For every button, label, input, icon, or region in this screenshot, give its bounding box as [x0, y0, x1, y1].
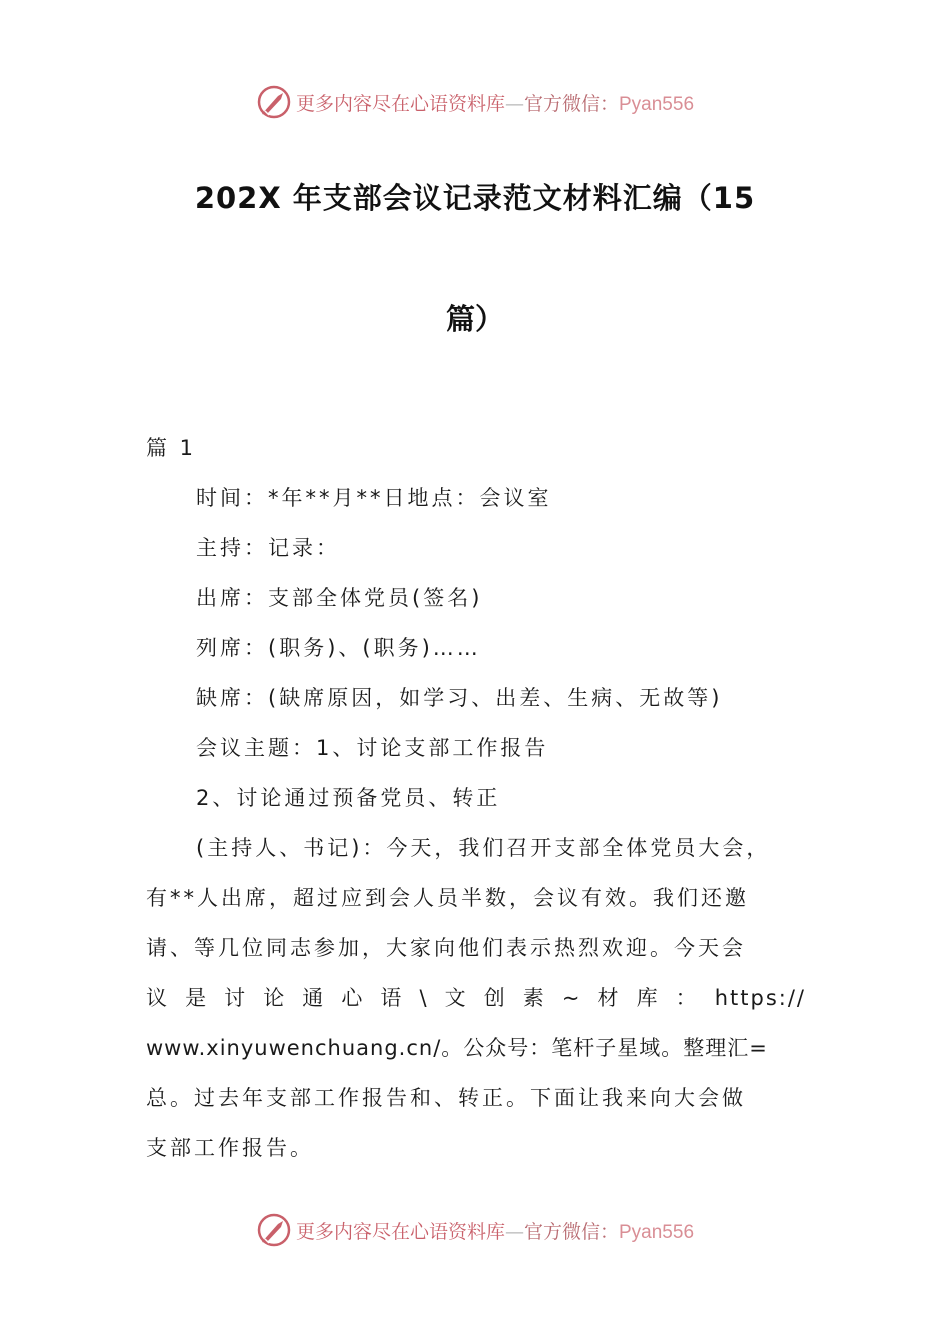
meta-line-topic-2: 2、讨论通过预备党员、转正: [196, 786, 501, 810]
banner-slogan: 更多内容尽在心语资料库: [295, 1220, 505, 1243]
footer-watermark-banner: [0, 1210, 950, 1250]
banner-wechat-id: Pyan556: [619, 1221, 695, 1243]
banner-wechat-label: 官方微信：: [523, 1220, 619, 1243]
meta-line-attendees: 出席：支部全体党员(签名): [196, 586, 483, 610]
banner-text: [296, 1217, 694, 1244]
paragraph-line: www.xinyuwenchuang.cn/。公众号：笔杆子星域。整理汇=: [146, 1036, 768, 1060]
banner-dash: —: [504, 92, 524, 115]
header-watermark-banner: [0, 82, 950, 122]
meta-line-absent: 缺席：(缺席原因，如学习、出差、生病、无故等): [196, 686, 723, 710]
banner-slogan: 更多内容尽在心语资料库: [295, 92, 505, 115]
document-title-line-2: 篇）: [445, 302, 504, 336]
banner-wechat-id: Pyan556: [619, 93, 695, 115]
meta-line-host: 主持：记录：: [196, 536, 340, 560]
banner-text: [296, 89, 694, 116]
document-title-line-1: 202X 年支部会议记录范文材料汇编（15: [194, 181, 756, 215]
paragraph-line: 总。过去年支部工作报告和、转正。下面让我来向大会做: [146, 1086, 746, 1110]
banner-dash: —: [504, 1220, 524, 1243]
pen-logo-icon: [256, 1212, 292, 1248]
meta-line-time: 时间：*年**月**日地点：会议室: [196, 486, 552, 510]
meta-line-topic: 会议主题：1、讨论支部工作报告: [196, 736, 549, 760]
paragraph-line: 有**人出席，超过应到会人员半数，会议有效。我们还邀: [146, 886, 749, 910]
paragraph-line: 请、等几位同志参加，大家向他们表示热烈欢迎。今天会: [146, 936, 746, 960]
document-body: [146, 423, 806, 1173]
paragraph-line: 支部工作报告。: [146, 1136, 314, 1160]
section-heading: 篇 1: [146, 436, 197, 460]
banner-wechat-label: 官方微信：: [523, 92, 619, 115]
pen-logo-icon: [256, 84, 292, 120]
meta-line-observers: 列席：(职务)、(职务)……: [196, 636, 481, 660]
paragraph-line: 议是讨论通心语\文创素~材库：https://: [146, 986, 806, 1010]
paragraph-line: (主持人、书记)：今天，我们召开支部全体党员大会，: [196, 836, 771, 860]
